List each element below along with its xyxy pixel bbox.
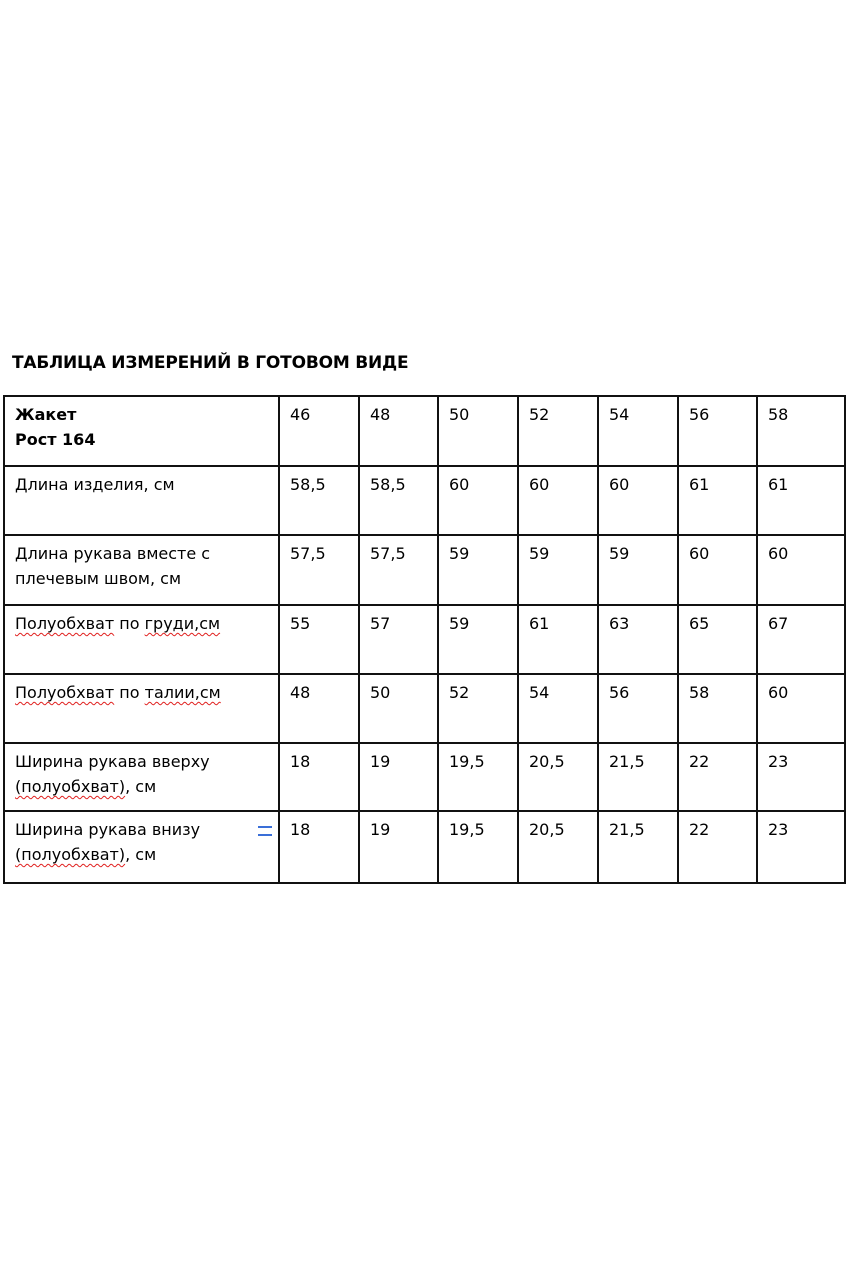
row-label-word: Полуобхват	[15, 683, 115, 702]
row-label-word: Полуобхват	[15, 614, 115, 633]
value-cell: 60	[757, 535, 845, 605]
value-cell: 56	[598, 674, 678, 743]
value-cell: 63	[598, 605, 678, 674]
value-cell: 54	[518, 674, 598, 743]
value-cell: 60	[598, 466, 678, 535]
row-label-line	[15, 842, 278, 867]
header-label-cell	[4, 396, 279, 466]
edit-marker-icon	[258, 826, 272, 836]
value-cell: 60	[757, 674, 845, 743]
height-label: Рост 164	[15, 430, 96, 449]
value-cell: 60	[438, 466, 518, 535]
table-header-row	[4, 396, 845, 466]
row-label-line: Длина рукава вместе с	[15, 544, 211, 563]
row-label-cell	[4, 674, 279, 743]
size-header-cell: 48	[359, 396, 438, 466]
row-label: Длина изделия, см	[15, 475, 175, 494]
value-cell: 57,5	[359, 535, 438, 605]
row-label-line: Ширина рукава внизу	[15, 820, 201, 839]
size-chart-table	[3, 395, 846, 884]
value-cell: 23	[757, 811, 845, 883]
table-row	[4, 811, 845, 883]
size-header-cell: 58	[757, 396, 845, 466]
value-cell: 59	[518, 535, 598, 605]
value-cell: 59	[438, 535, 518, 605]
value-cell: 19,5	[438, 743, 518, 811]
size-header-cell: 56	[678, 396, 757, 466]
value-cell: 23	[757, 743, 845, 811]
value-cell: 61	[678, 466, 757, 535]
row-label-word: (полуобхват)	[15, 777, 126, 796]
product-name: Жакет	[15, 405, 77, 424]
table-row	[4, 743, 845, 811]
row-label-word: (полуобхват)	[15, 845, 126, 864]
size-header-cell: 54	[598, 396, 678, 466]
value-cell: 18	[279, 811, 359, 883]
value-cell: 52	[438, 674, 518, 743]
value-cell: 20,5	[518, 811, 598, 883]
value-cell: 20,5	[518, 743, 598, 811]
row-label-cell	[4, 605, 279, 674]
value-cell: 19,5	[438, 811, 518, 883]
table-row	[4, 674, 845, 743]
row-label-line: плечевым швом, см	[15, 569, 182, 588]
value-cell: 67	[757, 605, 845, 674]
value-cell: 59	[438, 605, 518, 674]
row-label-word: талии,см	[144, 683, 221, 702]
value-cell: 22	[678, 743, 757, 811]
value-cell: 48	[279, 674, 359, 743]
row-label-line	[15, 774, 278, 799]
value-cell: 50	[359, 674, 438, 743]
table-row	[4, 466, 845, 535]
row-label-word: , см	[125, 777, 157, 796]
value-cell: 21,5	[598, 811, 678, 883]
row-label-word: груди,см	[144, 614, 221, 633]
row-label-word: , см	[125, 845, 157, 864]
value-cell: 19	[359, 811, 438, 883]
row-label-line: Ширина рукава вверху	[15, 752, 210, 771]
value-cell: 58,5	[279, 466, 359, 535]
value-cell: 61	[757, 466, 845, 535]
value-cell: 21,5	[598, 743, 678, 811]
value-cell: 58	[678, 674, 757, 743]
value-cell: 55	[279, 605, 359, 674]
value-cell: 59	[598, 535, 678, 605]
row-label-word: по	[114, 683, 145, 702]
value-cell: 22	[678, 811, 757, 883]
size-header-cell: 52	[518, 396, 598, 466]
row-label-cell	[4, 535, 279, 605]
row-label-word: по	[114, 614, 145, 633]
table-row	[4, 605, 845, 674]
value-cell: 58,5	[359, 466, 438, 535]
value-cell: 60	[518, 466, 598, 535]
value-cell: 65	[678, 605, 757, 674]
table-row	[4, 535, 845, 605]
row-label-cell	[4, 466, 279, 535]
value-cell: 18	[279, 743, 359, 811]
row-label-cell	[4, 811, 279, 883]
value-cell: 19	[359, 743, 438, 811]
value-cell: 60	[678, 535, 757, 605]
page-title: ТАБЛИЦА ИЗМЕРЕНИЙ В ГОТОВОМ ВИДЕ	[12, 353, 409, 373]
value-cell: 61	[518, 605, 598, 674]
value-cell: 57	[359, 605, 438, 674]
value-cell: 57,5	[279, 535, 359, 605]
row-label-cell	[4, 743, 279, 811]
size-header-cell: 50	[438, 396, 518, 466]
size-header-cell: 46	[279, 396, 359, 466]
